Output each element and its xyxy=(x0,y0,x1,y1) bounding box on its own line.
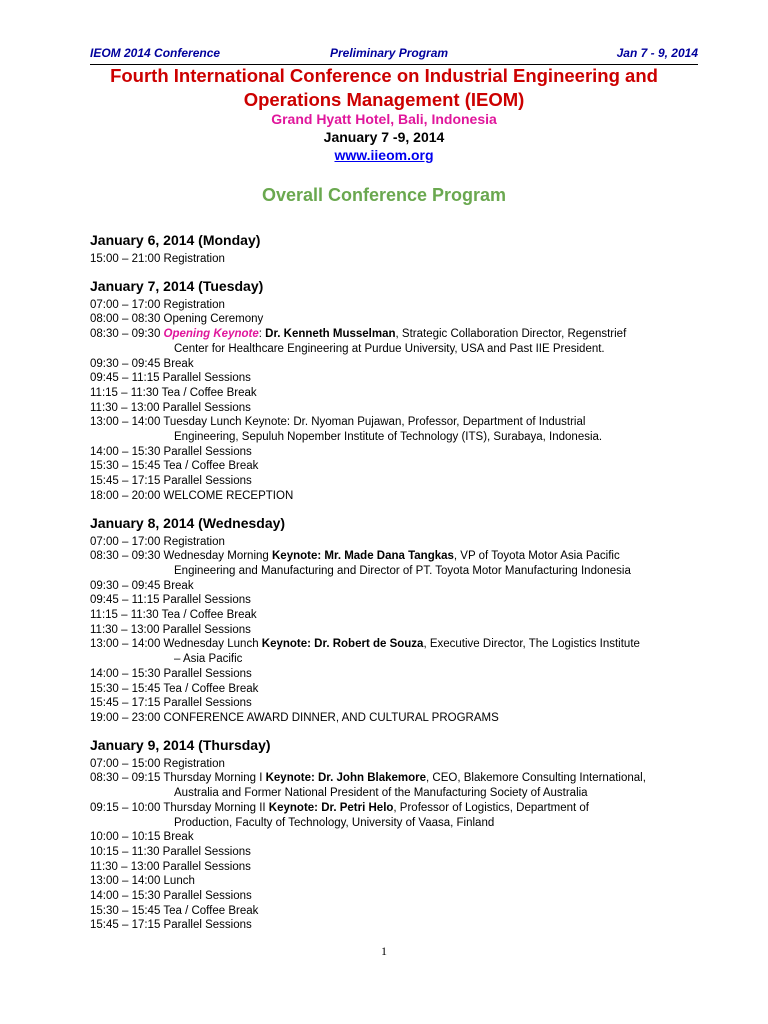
schedule-entry: 09:30 – 09:45 Break xyxy=(90,357,194,370)
schedule-entry-keynote xyxy=(90,549,710,578)
keynote-label: Opening Keynote xyxy=(163,328,259,341)
schedule-entry: 07:00 – 17:00 Registration xyxy=(90,535,225,548)
schedule-entry: 11:30 – 13:00 Parallel Sessions xyxy=(90,401,251,414)
entry-continuation: Australia and Former National President of the Manufacturing Society of Australia xyxy=(174,787,588,800)
keynote-speaker: Keynote: Mr. Made Dana Tangkas xyxy=(272,550,454,563)
schedule-entry: 08:00 – 08:30 Opening Ceremony xyxy=(90,313,264,326)
day-heading: January 9, 2014 (Thursday) xyxy=(90,736,271,753)
schedule-entry: 13:00 – 14:00 Lunch xyxy=(90,875,195,888)
entry-detail: , CEO, Blakemore Consulting International, xyxy=(426,772,646,785)
schedule-entry: 14:00 – 15:30 Parallel Sessions xyxy=(90,445,252,458)
schedule-entry: 07:00 – 17:00 Registration xyxy=(90,298,225,311)
entry-detail: , Professor of Logistics, Department of xyxy=(393,801,590,814)
schedule-entry: 10:15 – 11:30 Parallel Sessions xyxy=(90,845,251,858)
day-heading: January 8, 2014 (Wednesday) xyxy=(90,514,286,531)
schedule-entry: 15:00 – 21:00 Registration xyxy=(90,253,225,265)
schedule-entry: 14:00 – 15:30 Parallel Sessions xyxy=(90,890,252,903)
schedule-entry: 11:15 – 11:30 Tea / Coffee Break xyxy=(90,386,257,399)
conference-dates: January 7 -9, 2014 xyxy=(323,129,445,145)
page-header xyxy=(90,44,698,65)
day-thursday xyxy=(90,736,710,933)
conference-title xyxy=(60,64,708,112)
schedule-entry-keynote xyxy=(90,415,710,444)
entry-time: 08:30 – 09:15 Thursday Morning I xyxy=(90,772,266,785)
entry-detail: , Strategic Collaboration Director, Regenstrief xyxy=(395,328,627,341)
entry-detail: , Executive Director, The Logistics Institute xyxy=(423,638,640,651)
schedule xyxy=(90,231,710,943)
entry-time: 08:30 – 09:30 xyxy=(90,328,164,341)
day-heading: January 7, 2014 (Tuesday) xyxy=(90,277,264,294)
schedule-entry: 11:30 – 13:00 Parallel Sessions xyxy=(90,860,251,873)
schedule-entry: 15:30 – 15:45 Tea / Coffee Break xyxy=(90,904,259,917)
schedule-entry-keynote xyxy=(90,327,710,356)
program-title: Overall Conference Program xyxy=(261,185,507,205)
schedule-entry: 19:00 – 23:00 CONFERENCE AWARD DINNER, AND CULTURAL PROGRAMS xyxy=(90,711,499,724)
schedule-entry-keynote xyxy=(90,637,710,666)
keynote-speaker: Dr. Kenneth Musselman xyxy=(265,328,396,341)
schedule-entry: 15:45 – 17:15 Parallel Sessions xyxy=(90,475,252,488)
website-link[interactable]: www.iieom.org xyxy=(334,147,434,163)
schedule-entry: 07:00 – 15:00 Registration xyxy=(90,757,225,770)
entry-continuation: Production, Faculty of Technology, University of Vaasa, Finland xyxy=(174,816,495,829)
entry-time: 08:30 – 09:30 Wednesday Morning xyxy=(90,550,272,563)
entry-separator: : xyxy=(258,328,266,341)
schedule-entry-keynote xyxy=(90,801,710,830)
header-conference: IEOM 2014 Conference xyxy=(90,46,221,60)
title-line-2: Operations Management (IEOM) xyxy=(243,89,525,110)
schedule-entry: 11:15 – 11:30 Tea / Coffee Break xyxy=(90,609,257,622)
entry-text: 13:00 – 14:00 Tuesday Lunch Keynote: Dr. Nyoman Pujawan, Professor, Department of Industrial xyxy=(90,416,586,429)
schedule-entry: 11:30 – 13:00 Parallel Sessions xyxy=(90,623,251,636)
day-heading: January 6, 2014 (Monday) xyxy=(90,232,261,248)
schedule-entry: 10:00 – 10:15 Break xyxy=(90,831,194,844)
keynote-speaker: Keynote: Dr. John Blakemore xyxy=(265,772,427,785)
entry-continuation: – Asia Pacific xyxy=(174,653,243,666)
day-tuesday xyxy=(90,277,710,504)
header-dates: Jan 7 - 9, 2014 xyxy=(616,46,698,60)
keynote-speaker: Keynote: Dr. Petri Helo xyxy=(268,801,394,814)
header-program: Preliminary Program xyxy=(330,46,449,60)
venue: Grand Hyatt Hotel, Bali, Indonesia xyxy=(271,111,497,127)
entry-time: 13:00 – 14:00 Wednesday Lunch xyxy=(90,638,262,651)
day-monday xyxy=(90,231,710,267)
page-number: 1 xyxy=(381,944,387,958)
schedule-entry-keynote xyxy=(90,771,710,800)
entry-continuation: Center for Healthcare Engineering at Purdue University, USA and Past IIE President. xyxy=(174,342,605,355)
schedule-entry: 09:45 – 11:15 Parallel Sessions xyxy=(90,372,251,385)
schedule-entry: 15:30 – 15:45 Tea / Coffee Break xyxy=(90,682,259,695)
title-line-1: Fourth International Conference on Industrial Engineering and xyxy=(110,65,658,86)
schedule-entry: 09:45 – 11:15 Parallel Sessions xyxy=(90,594,251,607)
day-wednesday xyxy=(90,514,710,726)
entry-detail: , VP of Toyota Motor Asia Pacific xyxy=(453,550,620,563)
schedule-entry: 18:00 – 20:00 WELCOME RECEPTION xyxy=(90,489,294,502)
entry-time: 09:15 – 10:00 Thursday Morning II xyxy=(90,801,269,814)
entry-continuation: Engineering, Sepuluh Nopember Institute of Technology (ITS), Surabaya, Indonesia. xyxy=(174,431,603,444)
entry-continuation: Engineering and Manufacturing and Director of PT. Toyota Motor Manufacturing Indonesia xyxy=(174,564,631,577)
schedule-entry: 09:30 – 09:45 Break xyxy=(90,579,194,592)
schedule-entry: 14:00 – 15:30 Parallel Sessions xyxy=(90,667,252,680)
schedule-entry: 15:30 – 15:45 Tea / Coffee Break xyxy=(90,460,259,473)
keynote-speaker: Keynote: Dr. Robert de Souza xyxy=(261,638,424,651)
schedule-entry: 15:45 – 17:15 Parallel Sessions xyxy=(90,697,252,710)
schedule-entry: 15:45 – 17:15 Parallel Sessions xyxy=(90,919,252,932)
